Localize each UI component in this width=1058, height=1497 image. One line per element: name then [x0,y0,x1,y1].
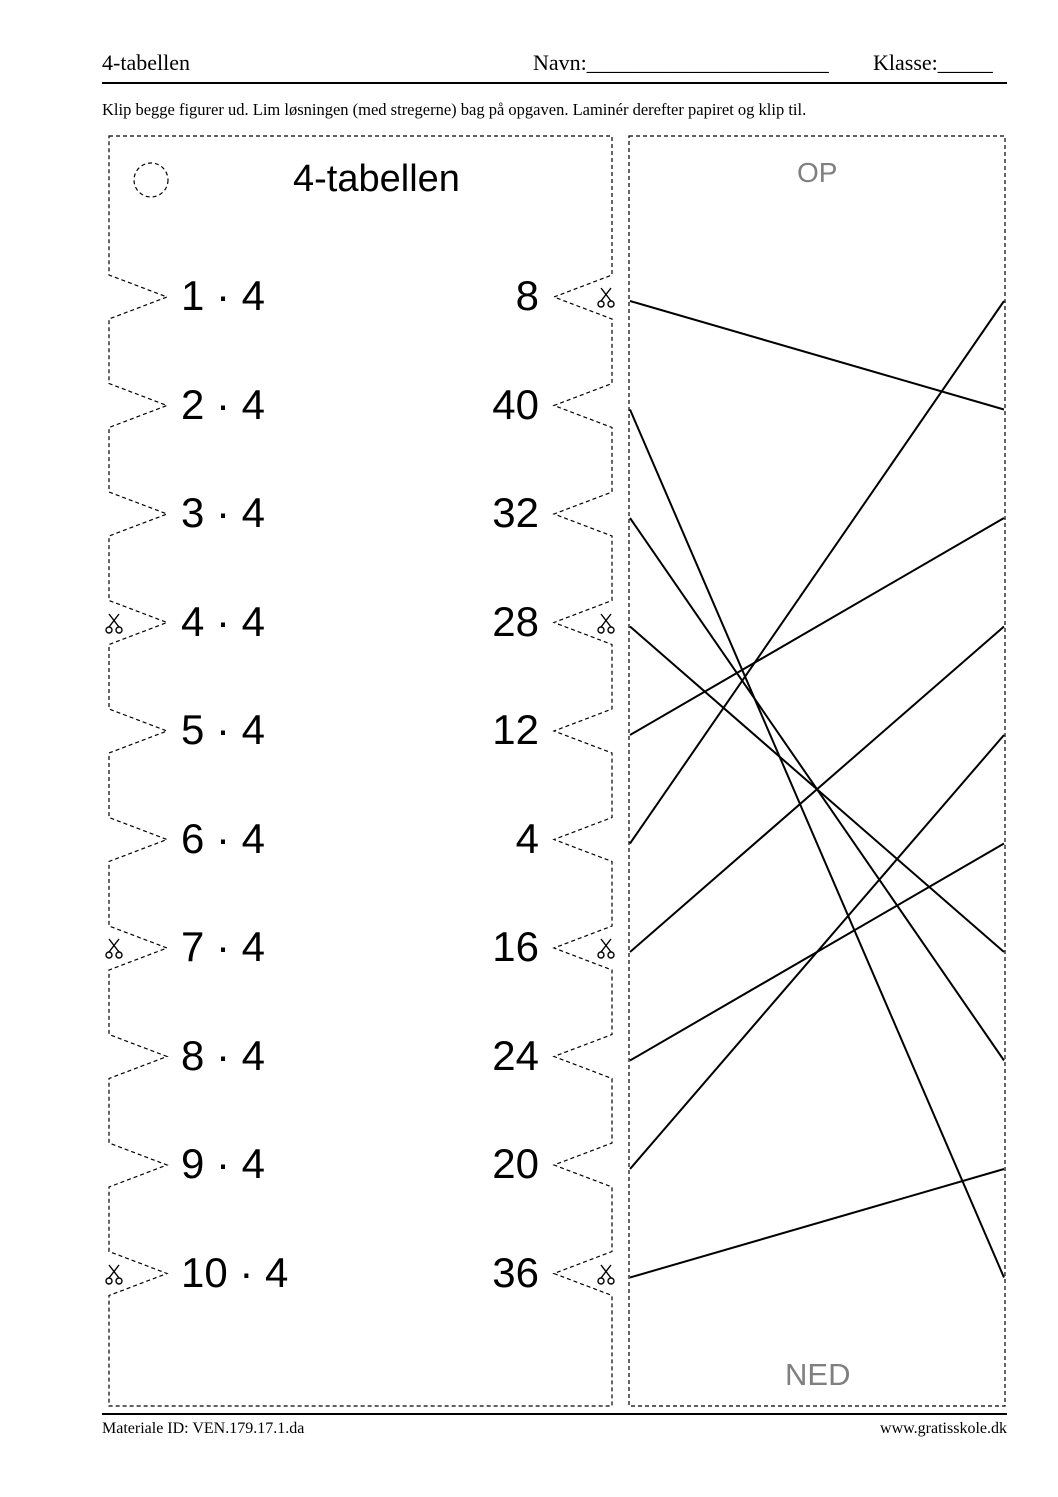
multiplication-expression: 2 · 4 [181,380,266,428]
answer-value: 16 [492,923,539,970]
answer-value: 24 [492,1031,539,1079]
answer-value: 40 [492,380,539,428]
label-up: OP [797,157,838,188]
answer-connection-line [630,518,1004,735]
answer-connection-line [630,301,1004,844]
answer-connection-line [630,735,1004,1169]
header-title: 4-tabellen [102,50,190,75]
scissors-icon [596,937,616,959]
scissors-icon [596,612,616,634]
footer-divider [102,1413,1007,1415]
multiplication-expression: 10 · 4 [181,1248,289,1296]
multiplication-expression: 5 · 4 [181,706,266,753]
label-down: NED [785,1357,851,1392]
website-url: www.gratisskole.dk [880,1420,1007,1437]
multiplication-expression: 6 · 4 [181,814,266,862]
answer-value: 8 [515,272,539,319]
answer-value: 12 [492,706,539,753]
name-field-label: Navn:______________________ [533,50,829,75]
scissors-icon [104,1263,124,1285]
scissors-icon [596,1263,616,1285]
multiplication-expression: 8 · 4 [181,1031,266,1079]
scissors-icon [104,937,124,959]
answer-value: 28 [492,597,539,645]
answer-connection-line [630,410,1004,1278]
card-title: 4-tabellen [293,158,460,200]
material-id: Materiale ID: VEN.179.17.1.da [102,1420,305,1437]
scissors-icon [104,612,124,634]
multiplication-expression: 1 · 4 [181,272,266,319]
scissors-icon [596,286,616,308]
right-card-cut-outline [629,136,1005,1406]
answer-value: 20 [492,1140,539,1187]
answer-connection-line [630,1169,1004,1278]
left-card-cut-outline [109,136,612,1406]
multiplication-expression: 4 · 4 [181,597,266,645]
answer-connection-line [630,301,1004,410]
answer-value: 32 [492,489,539,536]
instructions-text: Klip begge figurer ud. Lim løsningen (med stregerne) bag på opgaven. Laminér derefter papiret og klip til. [102,100,807,119]
class-field-label: Klasse:_____ [873,50,993,75]
punch-hole-circle [134,163,168,197]
answer-lines-group [630,301,1004,1278]
zigzag-cut-edge [109,136,612,1406]
multiplication-expression: 9 · 4 [181,1140,266,1187]
multiplication-expression: 3 · 4 [181,489,266,536]
answer-value: 4 [515,814,539,862]
multiplication-expression: 7 · 4 [181,923,266,970]
answer-value: 36 [492,1248,539,1296]
